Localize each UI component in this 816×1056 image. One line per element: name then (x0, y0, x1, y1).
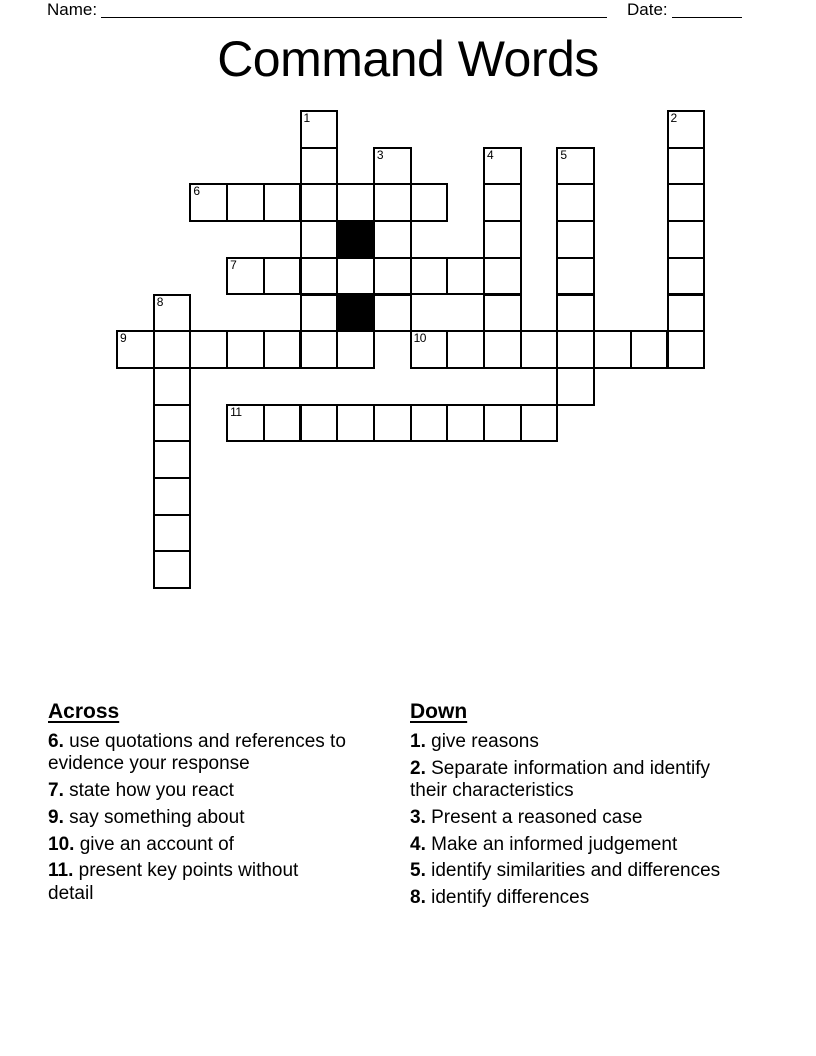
grid-cell[interactable] (556, 330, 595, 369)
page-title: Command Words (217, 31, 599, 87)
cell-number: 7 (230, 257, 237, 272)
grid-cell[interactable] (300, 183, 339, 222)
grid-cell[interactable] (300, 330, 339, 369)
grid-cell[interactable] (373, 147, 412, 186)
grid-cell[interactable] (667, 147, 706, 186)
grid-cell[interactable] (667, 183, 706, 222)
grid-cell[interactable] (300, 404, 339, 443)
grid-cell[interactable] (556, 257, 595, 296)
grid-cell[interactable] (483, 404, 522, 443)
cell-number: 9 (120, 331, 127, 346)
grid-cell[interactable] (520, 404, 559, 443)
grid-cell[interactable] (556, 183, 595, 222)
clue-item-number: 9. (48, 806, 64, 828)
clue-item-number: 1. (410, 731, 426, 752)
clue-item-number: 2. (410, 757, 426, 779)
grid-cell[interactable] (483, 257, 522, 296)
grid-cell[interactable] (336, 404, 375, 443)
clue-item (48, 834, 348, 856)
grid-cell[interactable] (116, 330, 155, 369)
clue-item-text: Separate information and identify their characteristics (410, 757, 710, 802)
grid-cell[interactable] (667, 330, 706, 369)
grid-cell[interactable] (667, 294, 706, 333)
cell-number: 5 (560, 147, 567, 162)
grid-cell[interactable] (263, 257, 302, 296)
clue-item-text: identify differences (425, 887, 590, 909)
clue-item (410, 860, 740, 882)
clue-item-text: present key points without detail (48, 860, 299, 904)
grid-cell[interactable] (336, 330, 375, 369)
clue-item (410, 887, 740, 909)
grid-cell[interactable] (336, 183, 375, 222)
grid-cell[interactable] (667, 110, 706, 149)
grid-cell[interactable] (189, 330, 228, 369)
grid-cell[interactable] (410, 330, 449, 369)
clue-item-number: 8. (410, 887, 426, 909)
blocked-cell (336, 220, 375, 259)
grid-cell[interactable] (410, 183, 449, 222)
clue-item (48, 860, 348, 905)
clue-item-number: 4. (410, 833, 426, 855)
across-heading: Across (48, 700, 120, 723)
grid-cell[interactable] (300, 147, 339, 186)
grid-cell[interactable] (373, 294, 412, 333)
grid-cell[interactable] (630, 330, 669, 369)
grid-cell[interactable] (373, 220, 412, 259)
grid-cell[interactable] (300, 257, 339, 296)
grid-cell[interactable] (226, 183, 265, 222)
clues-across-section (48, 700, 348, 910)
clue-item (410, 807, 740, 829)
cell-number: 3 (376, 147, 384, 162)
grid-cell[interactable] (153, 440, 192, 479)
grid-cell[interactable] (556, 367, 595, 406)
cell-number: 8 (156, 294, 163, 309)
grid-cell[interactable] (667, 257, 706, 296)
date-blank-line[interactable] (672, 1, 742, 18)
grid-cell[interactable] (153, 514, 192, 553)
grid-cell[interactable] (483, 183, 522, 222)
grid-cell[interactable] (300, 110, 339, 149)
clue-item-text: give an account of (74, 833, 234, 855)
grid-cell[interactable] (483, 330, 522, 369)
grid-cell[interactable] (373, 404, 412, 443)
clue-item-number: 11. (48, 860, 74, 882)
clue-item-number: 6. (48, 731, 64, 752)
clue-item-text: use quotations and references to evidence your response (48, 731, 346, 775)
grid-cell[interactable] (153, 477, 192, 516)
grid-cell[interactable] (556, 220, 595, 259)
cell-number: 2 (670, 111, 677, 125)
grid-cell[interactable] (483, 294, 522, 333)
clue-item (410, 731, 740, 753)
grid-cell[interactable] (226, 257, 265, 296)
cell-number: 1 (303, 111, 310, 125)
grid-cell[interactable] (556, 147, 595, 186)
date-label: Date: (627, 0, 668, 19)
grid-cell[interactable] (556, 294, 595, 333)
clue-item-text: give reasons (425, 731, 539, 752)
clue-list-down (410, 731, 740, 910)
grid-cell[interactable] (410, 404, 449, 443)
down-heading: Down (410, 700, 468, 723)
grid-cell[interactable] (263, 330, 302, 369)
grid-cell[interactable] (300, 220, 339, 259)
cell-number: 10 (413, 331, 426, 346)
clue-item-text: state how you react (63, 780, 234, 802)
clue-item (48, 780, 348, 802)
clue-item-number: 10. (48, 833, 75, 855)
grid-cell[interactable] (226, 404, 265, 443)
clue-item (410, 834, 740, 856)
cell-number: 6 (193, 184, 200, 199)
grid-cell[interactable] (373, 183, 412, 222)
clue-item (48, 731, 348, 776)
clue-item (48, 807, 348, 829)
grid-cell[interactable] (226, 330, 265, 369)
grid-cell[interactable] (263, 183, 302, 222)
clue-list-across (48, 731, 348, 905)
blocked-cell (336, 294, 375, 333)
clue-item (410, 758, 740, 803)
cell-number: 4 (487, 147, 494, 162)
grid-cell[interactable] (153, 330, 192, 369)
grid-cell[interactable] (446, 330, 485, 369)
grid-cell[interactable] (153, 404, 192, 443)
clues-down-section (410, 700, 740, 914)
grid-cell[interactable] (446, 257, 485, 296)
clue-item-text: Make an informed judgement (425, 833, 678, 855)
grid-cell[interactable] (483, 220, 522, 259)
grid-cell[interactable] (520, 330, 559, 369)
grid-cell[interactable] (263, 404, 302, 443)
grid-cell[interactable] (410, 257, 449, 296)
clue-item-text: Present a reasoned case (425, 806, 643, 828)
grid-cell[interactable] (153, 367, 192, 406)
grid-cell[interactable] (373, 257, 412, 296)
clue-item-text: identify similarities and differences (425, 860, 721, 882)
grid-cell[interactable] (153, 294, 192, 333)
cell-number: 11 (230, 404, 242, 419)
clue-item-number: 5. (410, 860, 426, 882)
grid-cell[interactable] (446, 404, 485, 443)
grid-cell[interactable] (153, 550, 192, 589)
grid-cell[interactable] (189, 183, 228, 222)
grid-cell[interactable] (300, 294, 339, 333)
clue-item-text: say something about (63, 806, 245, 828)
clue-item-number: 7. (48, 780, 64, 802)
name-blank-line[interactable] (101, 1, 607, 18)
name-label: Name: (47, 0, 98, 19)
clue-item-number: 3. (410, 806, 426, 828)
grid-cell[interactable] (667, 220, 706, 259)
grid-cell[interactable] (593, 330, 632, 369)
grid-cell[interactable] (483, 147, 522, 186)
grid-cell[interactable] (336, 257, 375, 296)
